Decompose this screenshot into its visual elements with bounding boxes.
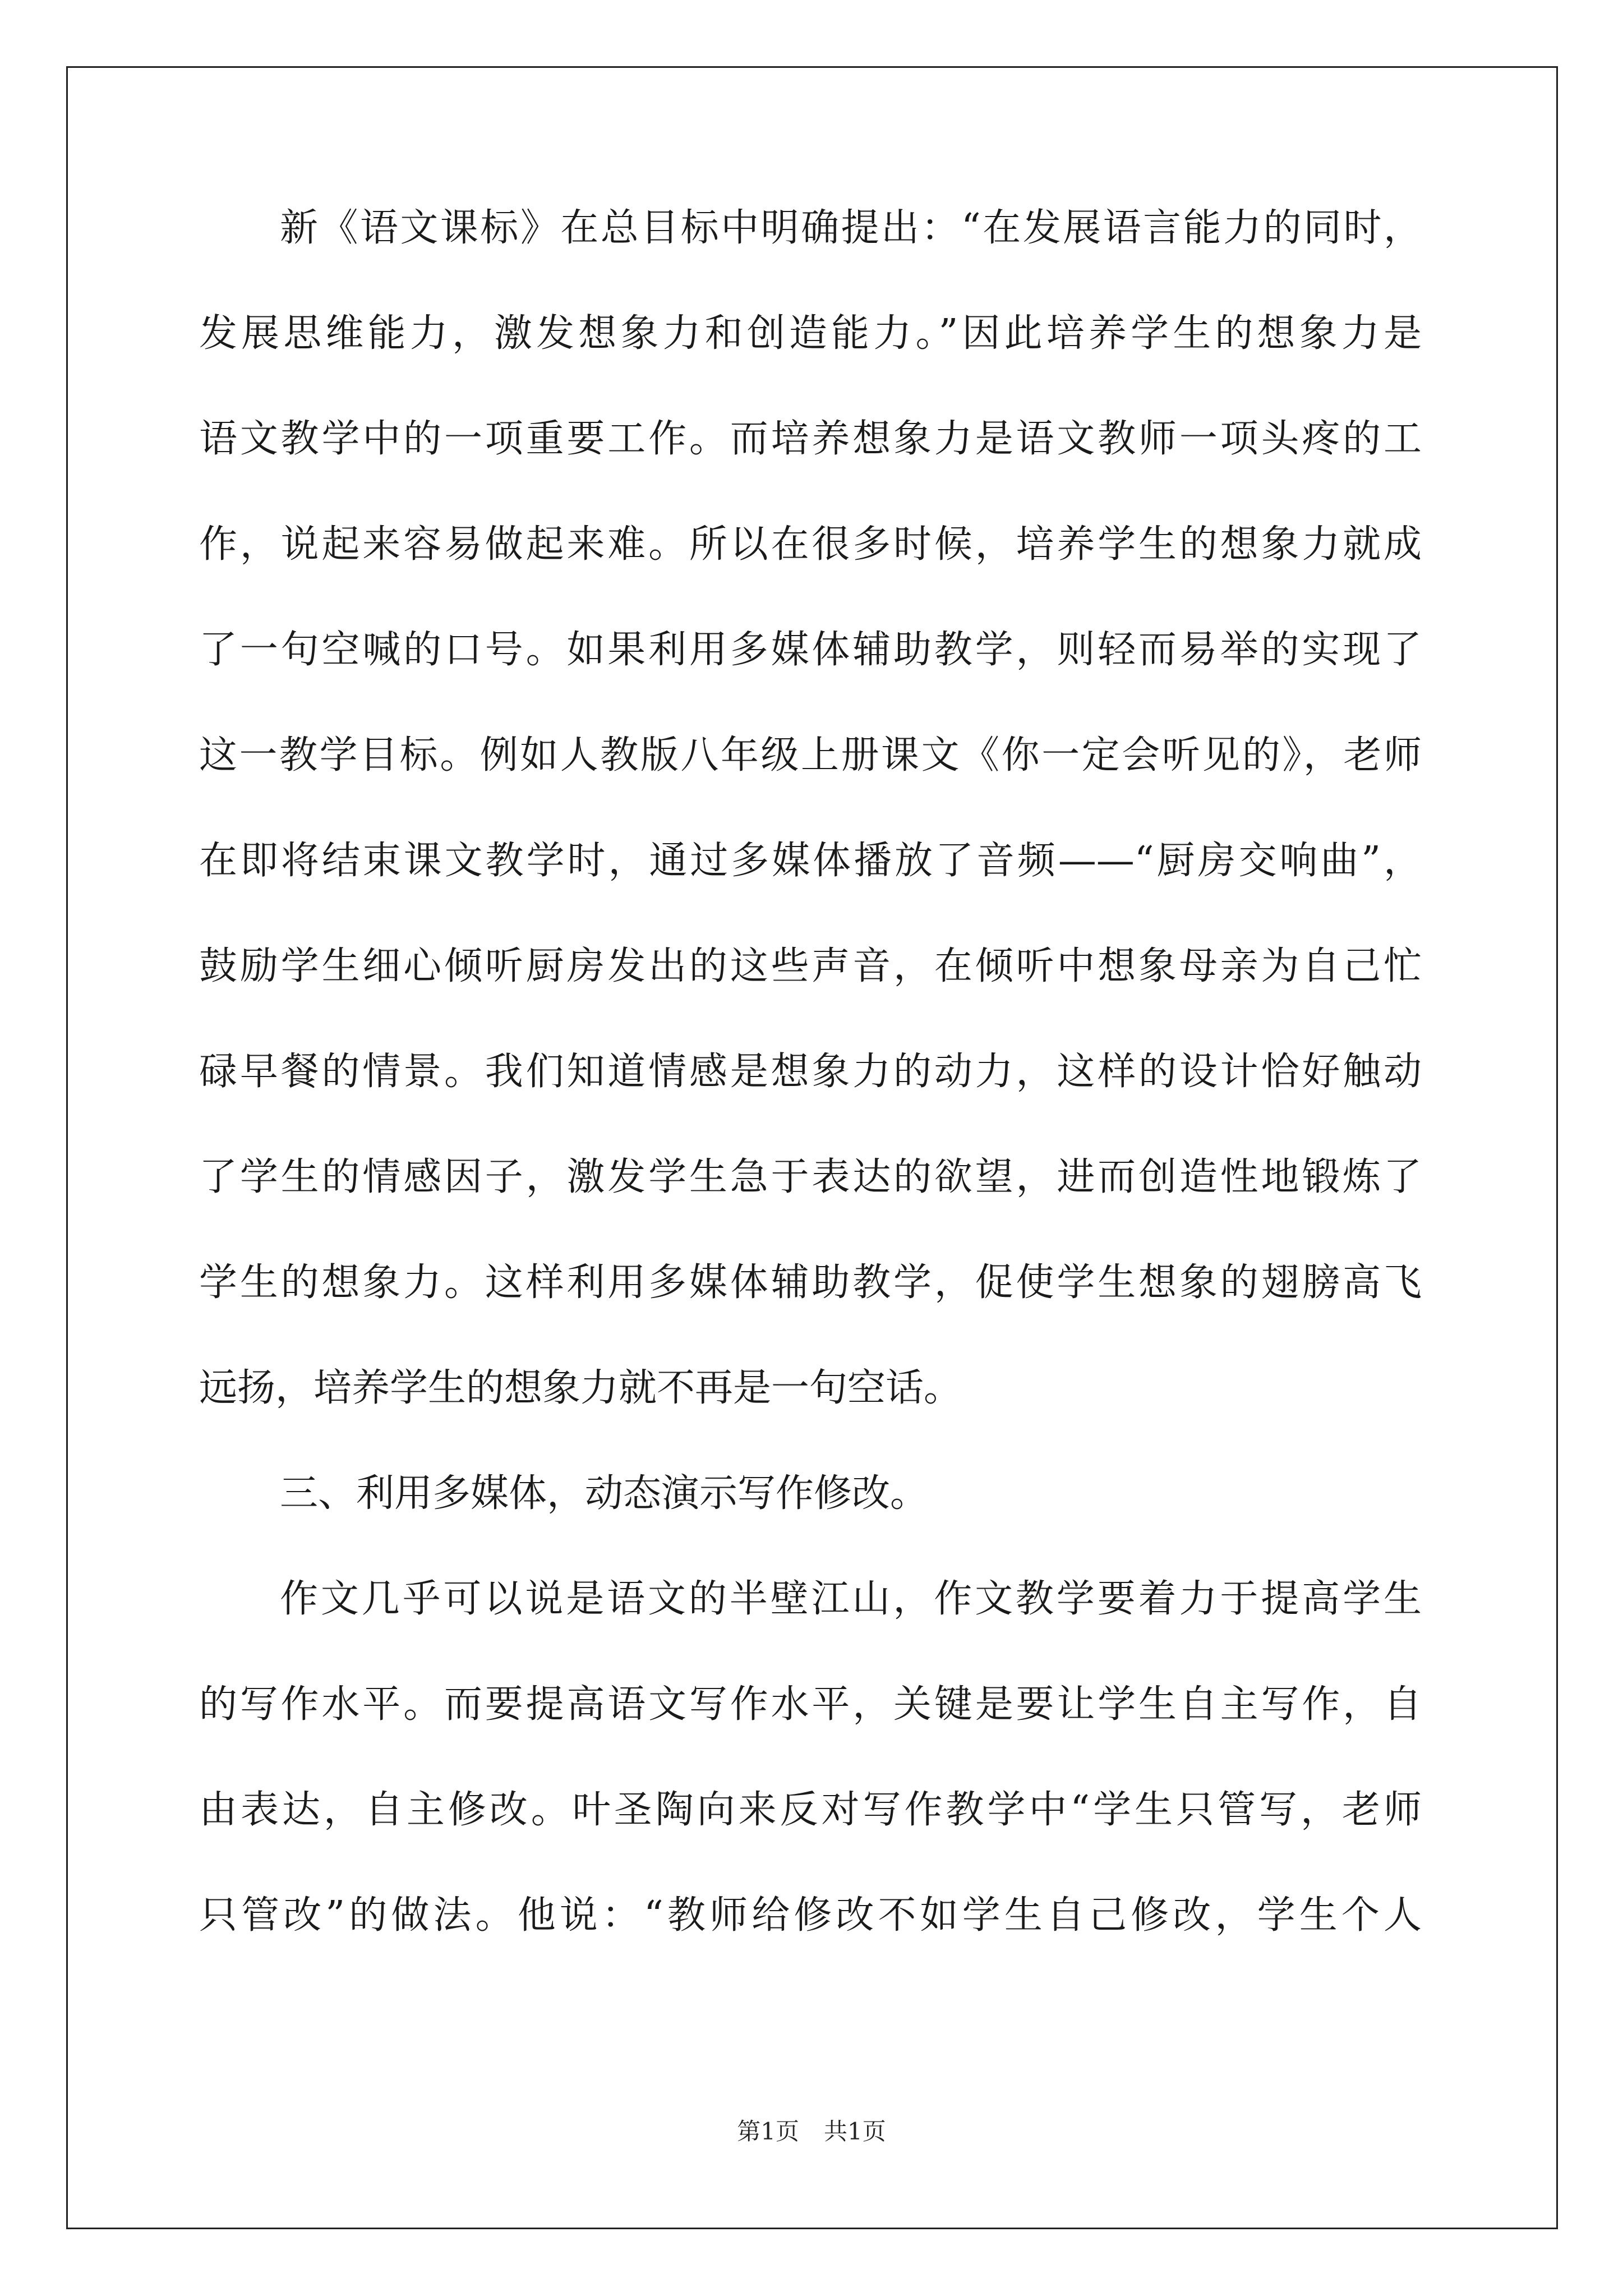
page-total: 共1页 <box>824 2118 886 2145</box>
page-number: 第1页 <box>737 2118 799 2145</box>
paragraph-line: 由表达，自主修改。叶圣陶向来反对写作教学中“学生只管写，老师 <box>199 1788 1422 1832</box>
section-heading <box>199 1471 1422 1516</box>
paragraph-line: 碌早餐的情景。我们知道情感是想象力的动力，这样的设计恰好触动 <box>199 1050 1422 1094</box>
paragraph-line: 新《语文课标》在总目标中明确提出：“在发展语言能力的同时， <box>280 206 1422 250</box>
document-body <box>199 206 1422 1999</box>
paragraph-line: 了一句空喊的口号。如果利用多媒体辅助教学，则轻而易举的实现了 <box>199 628 1422 672</box>
paragraph-line: 在即将结束课文教学时，通过多媒体播放了音频——“厨房交响曲”， <box>199 839 1422 883</box>
paragraph-line: 作文几乎可以说是语文的半壁江山，作文教学要着力于提高学生 <box>280 1577 1422 1621</box>
paragraph-line: 学生的想象力。这样利用多媒体辅助教学，促使学生想象的翅膀高飞 <box>199 1260 1422 1305</box>
paragraph-line: 了学生的情感因子，激发学生急于表达的欲望，进而创造性地锻炼了 <box>199 1155 1422 1199</box>
paragraph-line: 发展思维能力，激发想象力和创造能力。”因此培养学生的想象力是 <box>199 311 1422 356</box>
paragraph-line: 语文教学中的一项重要工作。而培养想象力是语文教师一项头疼的工 <box>199 417 1422 461</box>
page-footer <box>0 2118 1623 2146</box>
paragraph-line: 的写作水平。而要提高语文写作水平，关键是要让学生自主写作，自 <box>199 1682 1422 1727</box>
paragraph-line: 远扬，培养学生的想象力就不再是一句空话。 <box>199 1366 962 1410</box>
paragraph-1 <box>199 206 1422 1411</box>
paragraph-line: 这一教学目标。例如人教版八年级上册课文《你一定会听见的》，老师 <box>199 733 1422 777</box>
section-heading-text: 三、利用多媒体，动态演示写作修改。 <box>280 1471 929 1516</box>
paragraph-line: 作，说起来容易做起来难。所以在很多时候，培养学生的想象力就成 <box>199 522 1422 567</box>
paragraph-3 <box>199 1577 1422 1938</box>
paragraph-line: 鼓励学生细心倾听厨房发出的这些声音，在倾听中想象母亲为自己忙 <box>199 944 1422 988</box>
paragraph-line: 只管改”的做法。他说：“教师给修改不如学生自己修改，学生个人 <box>199 1893 1422 1938</box>
